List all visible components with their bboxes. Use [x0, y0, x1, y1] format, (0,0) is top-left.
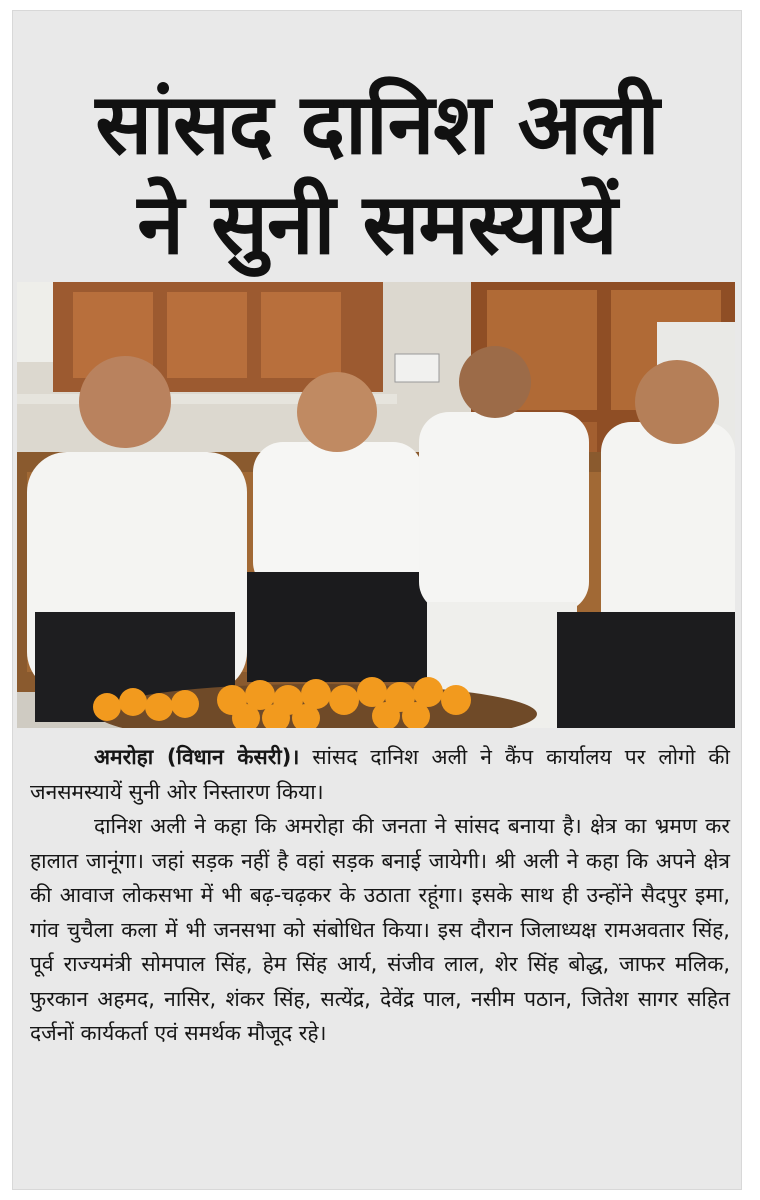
- article-paragraph-1: [30, 740, 730, 809]
- article-paragraph-2: दानिश अली ने कहा कि अमरोहा की जनता ने सांसद बनाया है। क्षेत्र का भ्रमण कर हालात जानूंगा। जहां सड़क नहीं है वहां सड़क बनाई जायेगी। श्री अली ने कहा कि अपने क्षेत्र की आवाज लोकसभा में भी बढ़-चढ़कर के उठाता रहूंगा। इसके साथ ही उन्होंने सैदपुर इमा, गांव चुचैला कला में भी जनसभा को संबोधित किया। इस दौरान जिलाध्यक्ष रामअवतार सिंह, पूर्व राज्यमंत्री सोमपाल सिंह, हेम सिंह आर्य, संजीव लाल, शेर सिंह बोद्ध, जाफर मलिक, फुरकान अहमद, नासिर, शंकर सिंह, सत्येंद्र, देवेंद्र पाल, नसीम पठान, जितेश सागर सहित दर्जनों कार्यकर्ता एवं समर्थक मौजूद रहे।: [30, 814, 730, 1045]
- headline-line-2: ने सुनी समस्यायें: [137, 175, 617, 274]
- news-photo: [17, 282, 735, 728]
- article-body: [30, 740, 730, 1051]
- headline: [12, 74, 742, 274]
- headline-line-1: सांसद दानिश अली: [95, 75, 659, 174]
- photo-illustration: [17, 282, 735, 728]
- dateline: अमरोहा (विधान केसरी)।: [94, 745, 300, 769]
- paragraph-1-text: सांसद दानिश अली ने कैंप कार्यालय पर लोगो की जनसमस्यायें सुनी ओर निस्तारण किया।: [30, 745, 730, 804]
